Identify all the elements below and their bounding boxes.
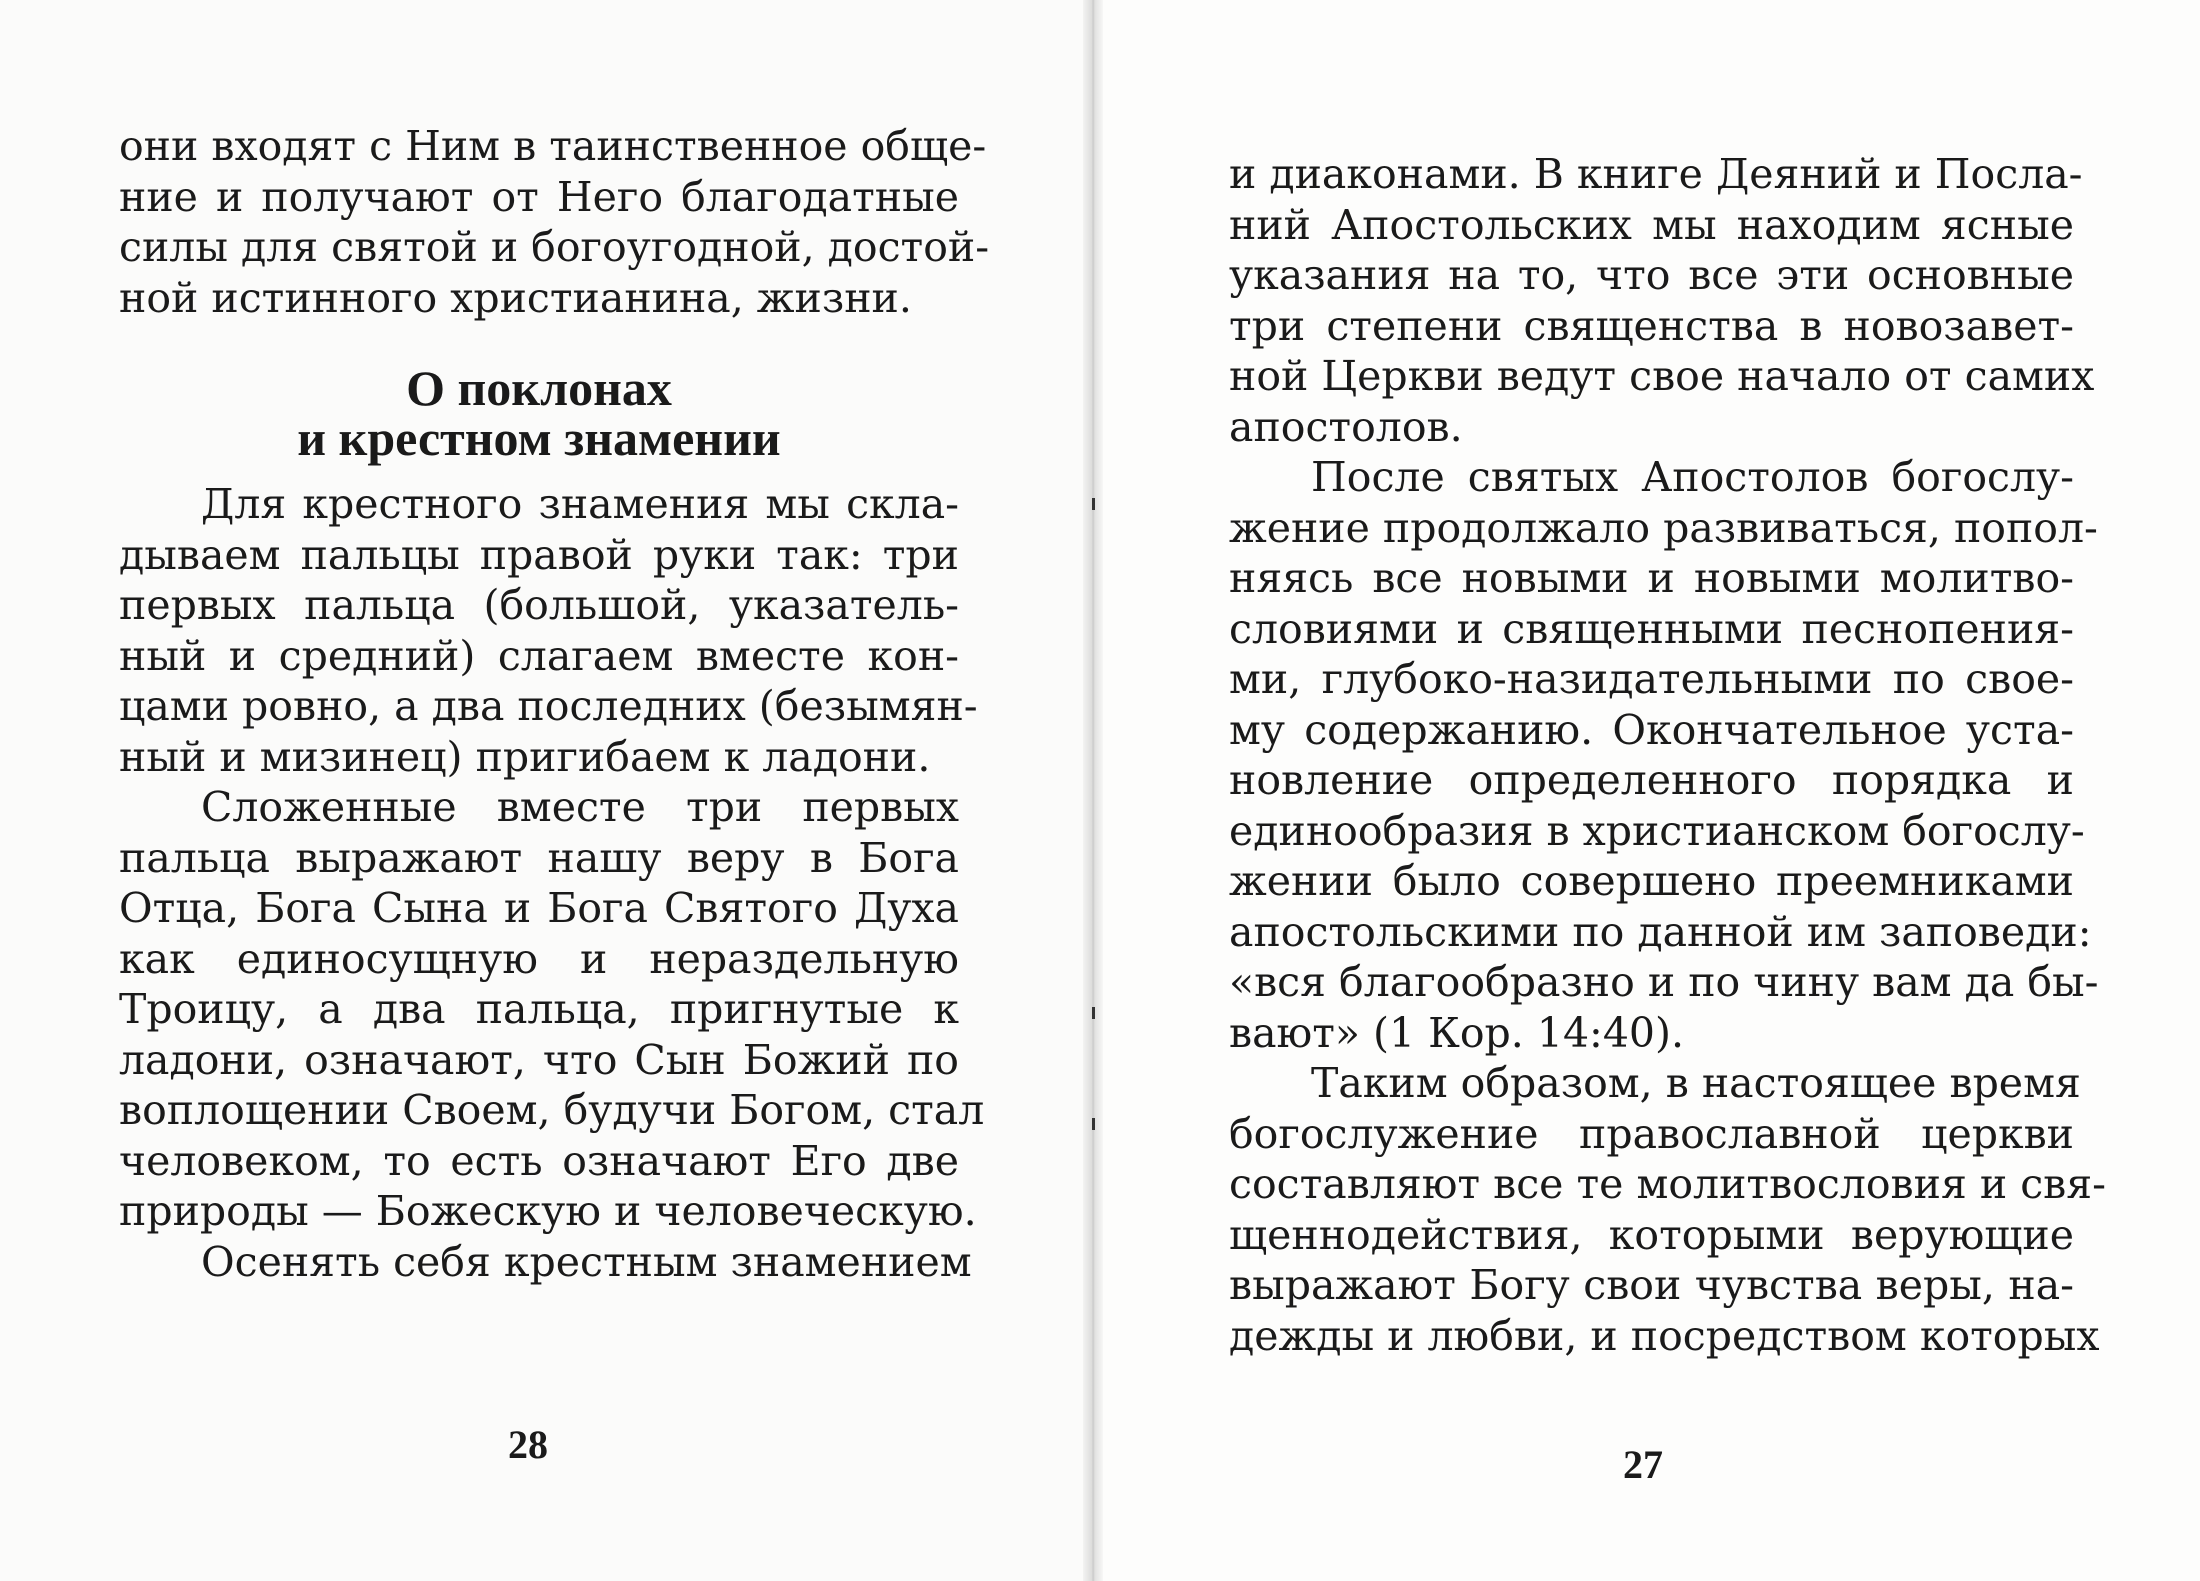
text-line: дываем пальцы правой руки так: три	[119, 530, 959, 579]
text-line: апостолов.	[1229, 402, 1463, 451]
text-line: щеннодействия, которыми верующие	[1229, 1210, 2074, 1259]
text-line: ной истинного христианина, жизни.	[119, 273, 912, 322]
paragraph	[1229, 1058, 2106, 1361]
text-line: Таким образом, в настоящее время	[1311, 1059, 2081, 1107]
text-line: пальца выражают нашу веру в Бога	[119, 833, 959, 882]
text-line: ной Церкви ведут свое начало от самих	[1229, 352, 2095, 400]
text-line: «вся благообразно и по чину вам да бы-	[1229, 958, 2099, 1006]
text-line: единообразия в христианском богослу-	[1229, 806, 2085, 855]
text-line: как единосущную и нераздельную	[119, 934, 959, 983]
text-line: После святых Апостолов богослу-	[1311, 453, 2074, 501]
text-line: му содержанию. Окончательное уста-	[1229, 705, 2074, 754]
book-spine	[1083, 0, 1103, 1581]
paragraph	[119, 1237, 972, 1288]
paragraph	[1229, 149, 2095, 452]
left-page-text	[119, 121, 990, 1287]
text-line: они входят с Ним в таинственное обще-	[119, 122, 987, 170]
text-line: няясь все новыми и новыми молитво-	[1229, 554, 2074, 602]
text-line: Сложенные вместе три первых	[201, 783, 959, 831]
text-line: Отца, Бога Сына и Бога Святого Духа	[119, 884, 959, 932]
text-line: и диаконами. В книге Деяний и Посла-	[1229, 150, 2083, 198]
heading-line: и крестном знамении	[297, 410, 781, 466]
text-line: силы для святой и богоугодной, достой-	[119, 223, 990, 271]
page-number: 27	[1623, 1442, 1663, 1487]
text-line: выражают Богу свои чувства веры, на-	[1229, 1261, 2074, 1309]
heading-line: О поклонах	[406, 360, 672, 416]
paragraph	[119, 479, 978, 782]
text-line: ный и средний) слагаем вместе кон-	[119, 631, 959, 680]
text-line: составляют все те молитвословия и свя-	[1229, 1160, 2106, 1208]
text-line: цами ровно, а два последних (безымян-	[119, 682, 978, 730]
text-line: человеком, то есть означают Его две	[119, 1136, 959, 1185]
text-line: жение продолжало развиваться, попол-	[1229, 503, 2098, 552]
text-line: апостольскими по данной им заповеди:	[1229, 907, 2092, 956]
binding-mark	[1092, 1118, 1095, 1130]
text-line: новление определенного порядка и	[1229, 756, 2074, 804]
text-line: словиями и священными песнопения-	[1229, 604, 2074, 653]
binding-mark	[1092, 1007, 1095, 1019]
text-line: богослужение православной церкви	[1229, 1109, 2074, 1158]
text-line: ный и мизинец) пригибаем к ладони.	[119, 732, 931, 781]
text-line: ний Апостольских мы находим ясные	[1229, 200, 2074, 249]
text-line: ми, глубоко-назидательными по свое-	[1229, 655, 2074, 703]
text-line: ние и получают от Него благодатные	[119, 172, 959, 221]
intro-paragraph	[119, 121, 990, 323]
text-line: воплощении Своем, будучи Богом, стал	[119, 1086, 985, 1134]
right-page-text	[1229, 149, 2106, 1361]
paragraph	[1229, 452, 2099, 1058]
text-line: вают» (1 Кор. 14:40).	[1229, 1008, 1685, 1057]
page-number: 28	[508, 1422, 548, 1467]
text-line: Осенять себя крестным знамением	[201, 1237, 972, 1286]
text-line: жении было совершено преемниками	[1229, 857, 2074, 905]
text-line: Троицу, а два пальца, пригнутые к	[119, 985, 959, 1033]
text-line: ладони, означают, что Сын Божий по	[119, 1035, 959, 1084]
text-line: природы — Божескую и человеческую.	[119, 1187, 977, 1235]
binding-mark	[1092, 498, 1095, 510]
text-line: Для крестного знамения мы скла-	[201, 480, 959, 528]
paragraph	[119, 782, 985, 1237]
text-line: первых пальца (большой, указатель-	[119, 581, 959, 629]
text-line: указания на то, что все эти основные	[1229, 251, 2074, 299]
section-heading	[119, 360, 959, 466]
text-line: три степени священства в новозавет-	[1229, 301, 2074, 350]
text-line: дежды и любви, и посредством которых	[1229, 1311, 2100, 1360]
